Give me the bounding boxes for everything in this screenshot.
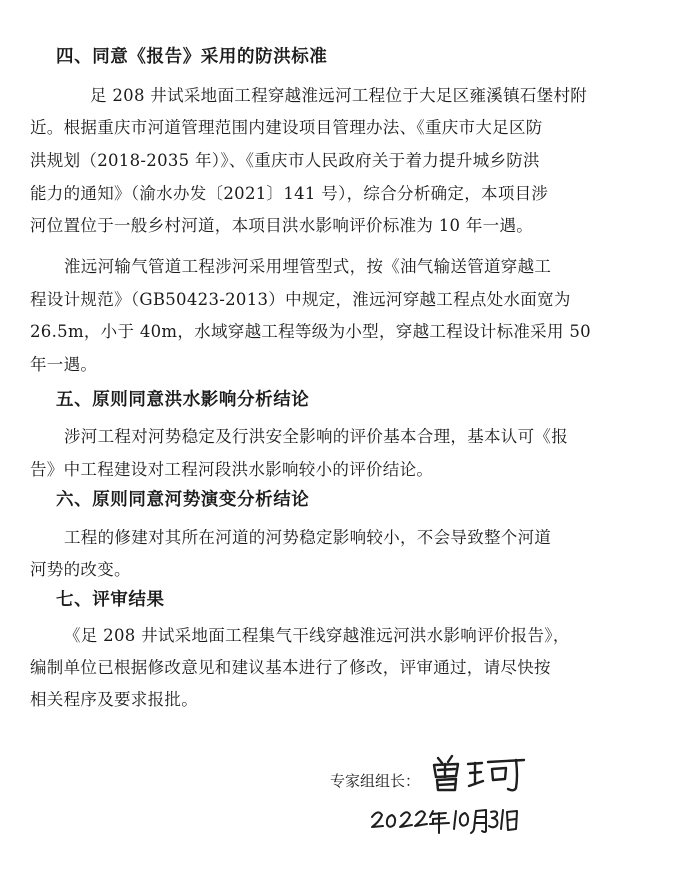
paragraph-line: 相关程序及要求报批。 — [30, 690, 198, 709]
paragraph-line: 编制单位已根据修改意见和建议基本进行了修改，评审通过，请尽快按 — [30, 658, 551, 677]
paragraph-line: 洪规划（2018-2035 年）》、《重庆市人民政府关于着力提升城乡防洪 — [30, 151, 540, 170]
paragraph-line: 工程的修建对其所在河道的河势稳定影响较小，不会导致整个河道 — [64, 528, 552, 547]
paragraph-line: 河位置位于一般乡村河道，本项目洪水影响评价标准为 10 年一遇。 — [30, 216, 534, 235]
handwritten-signature — [428, 752, 538, 794]
paragraph-line: 26.5m，小于 40m，水域穿越工程等级为小型，穿越工程设计标准采用 50 — [30, 322, 591, 341]
paragraph-line: 淮远河输气管道工程涉河采用埋管型式，按《油气输送管道穿越工 — [64, 257, 552, 276]
paragraph-line: 年一遇。 — [30, 355, 98, 374]
paragraph-line: 河势的改变。 — [30, 560, 131, 579]
paragraph-line: 《足 208 井试采地面工程集气干线穿越淮远河洪水影响评价报告》， — [64, 626, 570, 645]
section-heading-7: 七、评审结果 — [56, 590, 165, 610]
section-heading-6: 六、原则同意河势演变分析结论 — [56, 490, 310, 510]
paragraph-line: 足 208 井试采地面工程穿越淮远河工程位于大足区雍溪镇石堡村附 — [90, 86, 588, 105]
paragraph-line: 能力的通知》（渝水办发〔2021〕141 号），综合分析确定，本项目涉 — [30, 184, 549, 203]
section-heading-5: 五、原则同意洪水影响分析结论 — [56, 390, 310, 410]
signer-label: 专家组组长： — [330, 772, 421, 790]
paragraph-line: 告》中工程建设对工程河段洪水影响较小的评价结论。 — [30, 460, 434, 479]
handwritten-date — [370, 803, 520, 837]
paragraph-line: 近。根据重庆市河道管理范围内建设项目管理办法、《重庆市大足区防 — [30, 118, 543, 137]
paragraph-line: 程设计规范》（GB50423-2013）中规定，淮远河穿越工程点处水面宽为 — [30, 290, 571, 309]
paragraph-line: 涉河工程对河势稳定及行洪安全影响的评价基本合理，基本认可《报 — [64, 427, 568, 446]
section-heading-4: 四、同意《报告》采用的防洪标准 — [56, 47, 328, 67]
